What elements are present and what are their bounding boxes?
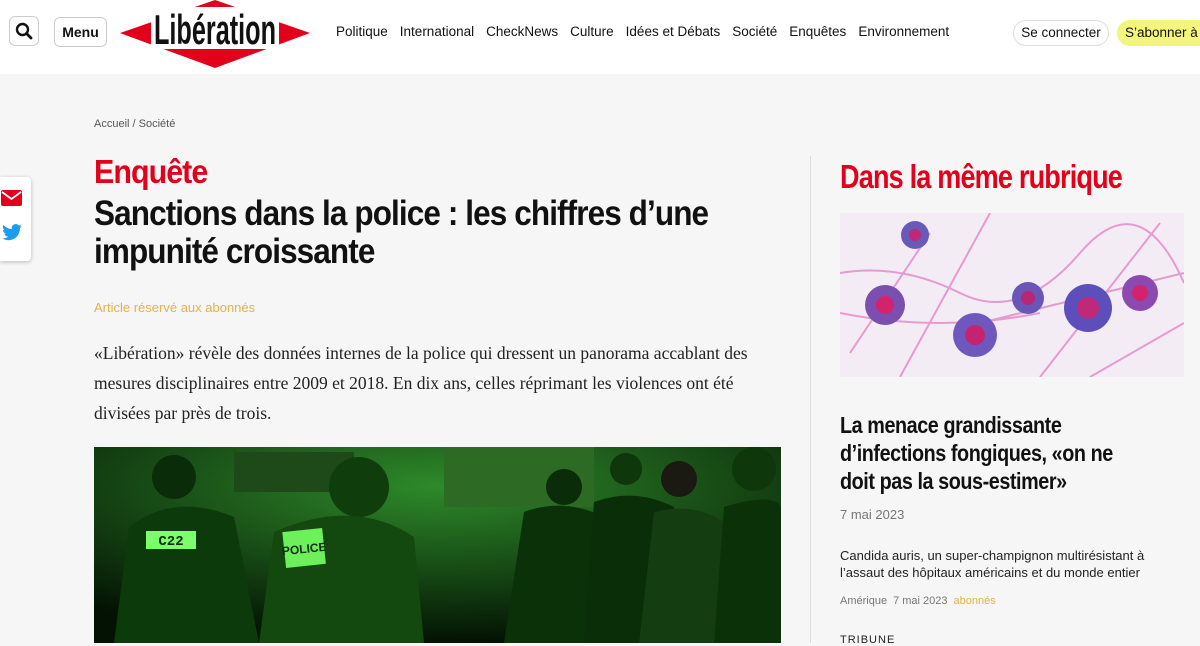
- nav-item-environnement[interactable]: Environnement: [858, 24, 950, 39]
- share-bar: [0, 177, 31, 261]
- login-button[interactable]: Se connecter: [1013, 20, 1109, 46]
- article-photo-police: [94, 447, 781, 643]
- nav-item-societe[interactable]: Société: [732, 24, 778, 39]
- svg-text:POLICE: POLICE: [281, 539, 328, 559]
- top-bar: [0, 0, 1200, 74]
- nav-item-checknews[interactable]: CheckNews: [486, 24, 559, 39]
- article-title: Sanctions dans la police : les chiffres d’une impunité croissante: [94, 194, 709, 271]
- article-date: 7 mai 2023: [893, 595, 948, 607]
- sidebar-article-date: 7 mai 2023: [840, 507, 905, 522]
- breadcrumb[interactable]: Accueil / Société: [94, 118, 176, 130]
- column-divider: [810, 156, 811, 643]
- sidebar-second-article-meta: [840, 595, 996, 607]
- nav-item-international[interactable]: International: [399, 24, 475, 39]
- sidebar-next-kicker: TRIBUNE: [840, 634, 896, 646]
- article-section[interactable]: Amérique: [840, 595, 888, 607]
- nav-item-culture[interactable]: Culture: [570, 24, 614, 39]
- subscriber-only-label: Article réservé aux abonnés: [94, 300, 256, 315]
- main-navigation: [336, 24, 949, 39]
- svg-text:C22: C22: [158, 534, 184, 550]
- sidebar-article-title[interactable]: La menace grandissante d’infections fongiques, «on ne doit pas la sous-estimer»: [840, 412, 1113, 494]
- article-lede: «Libération» révèle des données internes de la police qui dressent un panorama accablant des mesures disciplinaires entre 2009 et 2018. En dix ans, celles réprimant les violences ont été divisées par près de trois.: [94, 343, 748, 423]
- sidebar-second-article-title[interactable]: Candida auris, un super-champignon multirésistant à l’assaut des hôpitaux américains et du monde entier: [840, 548, 1145, 580]
- nav-item-idees-debats[interactable]: Idées et Débats: [625, 24, 721, 39]
- menu-button[interactable]: Menu: [54, 17, 107, 47]
- sidebar-heading: Dans la même rubrique: [840, 158, 1123, 195]
- nav-item-politique[interactable]: Politique: [336, 24, 388, 39]
- sidebar-article-image[interactable]: [840, 213, 1184, 377]
- liberation-logo[interactable]: [120, 0, 310, 68]
- subscribe-button[interactable]: S’abonner à: [1117, 20, 1200, 46]
- search-button[interactable]: [9, 16, 39, 46]
- article-kicker[interactable]: Enquête: [94, 153, 208, 190]
- nav-item-enquetes[interactable]: Enquêtes: [789, 24, 847, 39]
- subscriber-badge: abonnés: [953, 595, 996, 607]
- svg-text:Libération: Libération: [154, 6, 276, 53]
- twitter-share-icon[interactable]: [1, 224, 23, 242]
- search-icon: [10, 17, 38, 45]
- email-share-icon[interactable]: [1, 189, 23, 207]
